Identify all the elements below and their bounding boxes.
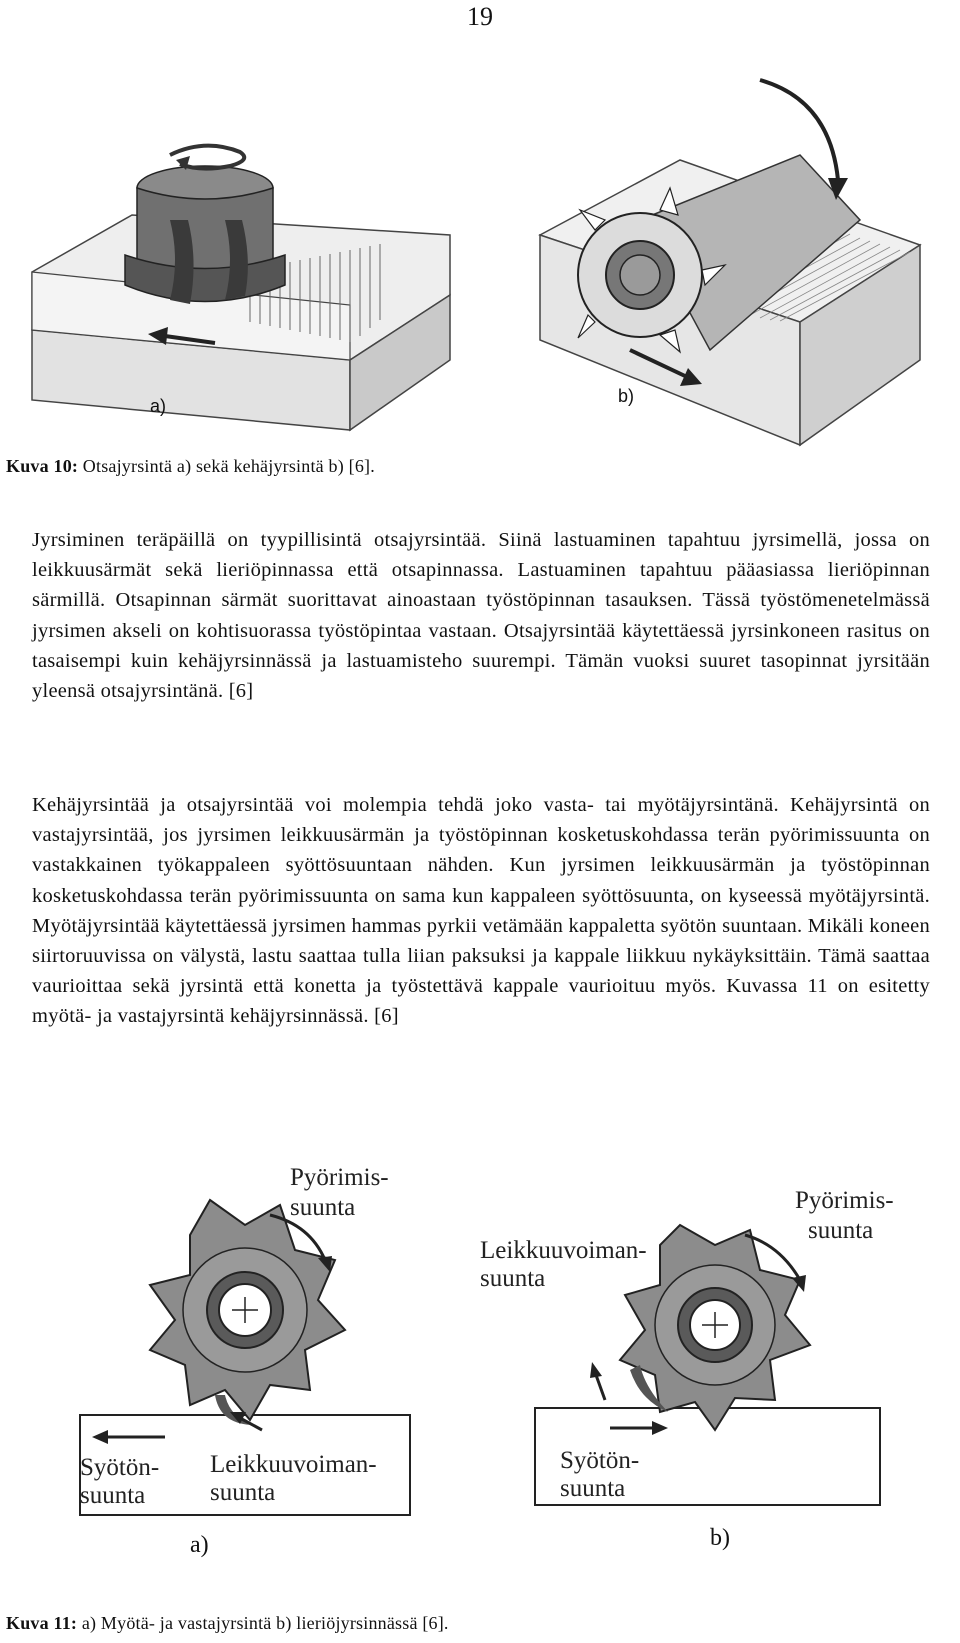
caption-text: a) Myötä- ja vastajyrsintä b) lieriöjyrsinnässä [6]. [77, 1613, 449, 1633]
feed-label-a-1: Syötön- [80, 1454, 160, 1481]
figure-10-label-b: b) [618, 386, 635, 406]
figure-11-illustration [0, 1150, 960, 1560]
paragraph: Kehäjyrsintää ja otsajyrsintää voi molempia tehdä joko vasta- tai myötäjyrsintänä. Kehäjyrsintä on vastajyrsintää, jos jyrsimen leikkuusärmän ja työstöpinnan kosketuskohdassa terän pyörimissuunta on vastakkainen työkappaleen syöttösuuntaan nähden. Kun jyrsimen leikkuusärmän ja työstöpinnan kosketuskohdassa terän pyörimissuunta on sama kun kappaleen syöttösuunta, on kyseessä myötäjyrsintä. Myötäjyrsintää käytettäessä jyrsimen hammas pyrkii vetämään kappaletta syötön suuntaan. Mikäli koneen siirtoruuvissa on välystä, lastu saattaa tulla liian paksuksi ja kappale liikkuu nykäyksittäin. Tämä saattaa vaurioittaa sekä jyrsintä että konetta ja työstettävä kappale vaurioituu myös. Kuvassa 11 on esitetty myötä- ja vastajyrsintä kehäjyrsinnässä. [6] [32, 794, 930, 1028]
milling-cutter-a [150, 1200, 345, 1420]
rotation-label-b-1: Pyörimis- [795, 1187, 894, 1214]
figure-11-label-a: a) [190, 1532, 209, 1558]
force-label-a-1: Leikkuuvoiman- [210, 1451, 377, 1478]
figure-11-label-b: b) [710, 1525, 730, 1551]
face-milling-cutter [125, 166, 285, 304]
figure-10-label-a: a) [150, 396, 167, 416]
feed-label-b-2: suunta [560, 1475, 626, 1502]
paragraph: Jyrsiminen teräpäillä on tyypillisintä otsajyrsintää. Siinä lastuaminen tapahtuu jyrsimellä, jossa on leikkuusärmät sekä lieriöpinnassa että otsapinnassa. Lastuaminen tapahtuu pääasiassa lieriöpinnan särmillä. Otsapinnan särmät suorittavat ainoastaan työstöpinnan tasauksen. Tässä työstömenetelmässä jyrsimen akseli on kohtisuorassa työstöpintaa vastaan. Otsajyrsintää käytettäessä jyrsinkoneen rasitus on tasaisempi kuin kehäjyrsinnässä ja lastuamisteho suurempi. Tämän vuoksi suuret tasopinnat jyrsitään yleensä otsajyrsintänä. [6] [32, 529, 930, 703]
force-label-b-1: Leikkuuvoiman- [480, 1237, 647, 1264]
figure-11-caption [6, 1613, 449, 1634]
caption-prefix: Kuva 11: [6, 1613, 78, 1633]
feed-label-a-2: suunta [80, 1482, 146, 1509]
caption-text: Otsajyrsintä a) sekä kehäjyrsintä b) [6]. [78, 456, 375, 476]
figure-10-caption [6, 456, 375, 477]
force-label-b-2: suunta [480, 1265, 546, 1292]
rotation-label-a-2: suunta [290, 1194, 356, 1221]
caption-prefix: Kuva 10: [6, 456, 79, 476]
feed-label-b-1: Syötön- [560, 1447, 640, 1474]
page-number: 19 [467, 2, 493, 31]
rotation-label-a-1: Pyörimis- [290, 1164, 389, 1191]
figure-10-illustration [20, 60, 940, 450]
rotation-arrow-icon [170, 146, 244, 169]
rotation-label-b-2: suunta [808, 1217, 874, 1244]
force-label-a-2: suunta [210, 1479, 276, 1506]
cutting-force-arrow-icon [590, 1362, 605, 1400]
